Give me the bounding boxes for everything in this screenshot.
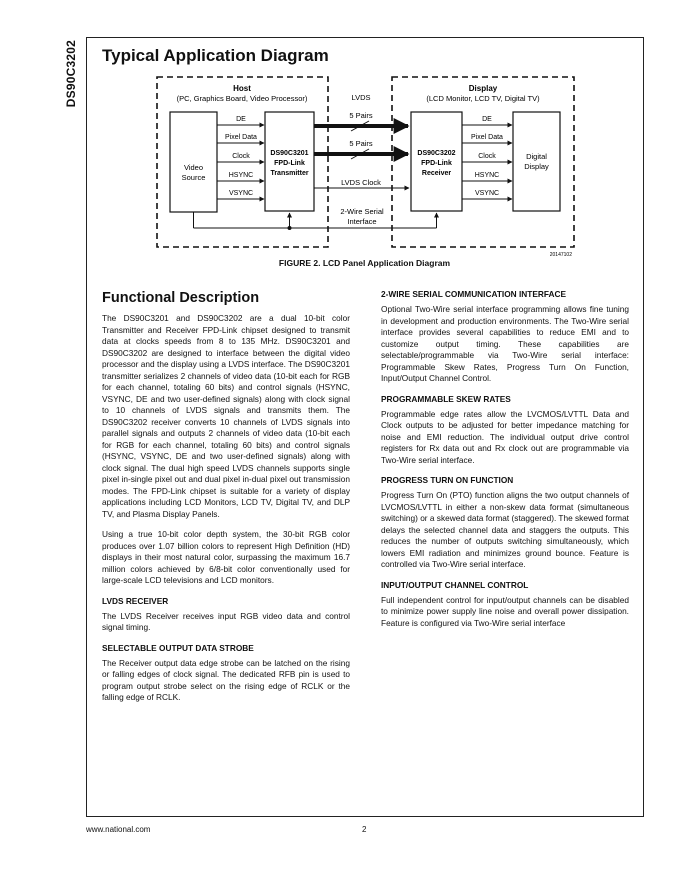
video-source-label-1: Video bbox=[183, 163, 204, 172]
host-subtitle: (PC, Graphics Board, Video Processor) bbox=[176, 94, 308, 103]
functional-description-para-1: The DS90C3201 and DS90C3202 are a dual 10-bit color Transmitter and Receiver FPD-Link chipset designed to transmit data at clocks speeds from 8 to 135 MHz. DS90C3201 and DS90C3202 are designed to interface between the digital video processor and the display using a LVDS interface. The DS90C3201 transmitter serializes 2 channels of video data (10-bit each for RGB for each channel, totaling 60 bits) and control signals (HSYNC, VSYNC, DE and two user-defined signals) along with clock signal to 10 channels of LVDS signals and transmits them. The DS90C3202 receiver converts 10 channels of LVDS signals into parallel signals and outputs 2 channels of video data (10-bit each for RGB for each channel, totaling 60 bits) and control signals (HSYNC, VSYNC, DE and two user-defined signals) along with clock signal. The dual high speed LVDS channels supports single pixel in-single pixel out and dual pixel in-dual pixel out transmission modes. The FPD-Link chipset is suitable for a variety of display applications including LCD Monitors, LCD TV, Digital TV, and DLP TV, and Plasma Display Panels. bbox=[102, 313, 350, 519]
display-signal-pixel-data: Pixel Data bbox=[471, 134, 503, 141]
figure-id: 20147102 bbox=[549, 252, 572, 258]
lvds-receiver-heading: LVDS RECEIVER bbox=[102, 595, 169, 606]
host-signal-pixel-data: Pixel Data bbox=[225, 134, 257, 141]
video-source-block bbox=[170, 112, 217, 212]
display-signal-vsync: VSYNC bbox=[474, 190, 500, 197]
pto-text: Progress Turn On (PTO) function aligns the two output channels of LVCMOS/LVTTL in either a non-skew data format (simultaneous switching) or a skewed data format (staggered). The skewed format delays the selected channel data and staggers the outputs. This reduces the number of outputs switching simultaneously, which lowers EMI radiation and minimizes ground bounce. Feature is controlled via Two-Wire serial interface. bbox=[381, 490, 629, 569]
display-title: Display bbox=[468, 84, 498, 93]
transmitter-label-1: DS90C3201 bbox=[270, 150, 309, 157]
skew-rates-heading: PROGRAMMABLE SKEW RATES bbox=[381, 393, 511, 404]
right-column bbox=[381, 289, 629, 638]
digital-display-label-1: Digital bbox=[526, 152, 547, 161]
transmitter-label-3: Transmitter bbox=[270, 170, 309, 177]
lvds-label: LVDS bbox=[351, 93, 371, 102]
serial-interface-heading: 2-WIRE SERIAL COMMUNICATION INTERFACE bbox=[381, 289, 566, 299]
lvds-receiver-text: The LVDS Receiver receives input RGB video data and control signal timing. bbox=[102, 610, 350, 632]
strobe-heading: SELECTABLE OUTPUT DATA STROBE bbox=[102, 642, 254, 653]
transmitter-label-2: FPD-Link bbox=[274, 160, 305, 167]
figure-caption: FIGURE 2. LCD Panel Application Diagram bbox=[278, 258, 451, 268]
strobe-text: The Receiver output data edge strobe can be latched on the rising or falling edges of clock signal. The dedicated RFB pin is used to program output strobe select on the rising edge of RCLK or the falling edge of RCLK. bbox=[102, 657, 350, 702]
page-number: 2 bbox=[362, 825, 367, 834]
io-control-heading: INPUT/OUTPUT CHANNEL CONTROL bbox=[381, 579, 529, 590]
receiver-label-1: DS90C3202 bbox=[417, 150, 456, 157]
functional-description-title: Functional Description bbox=[102, 290, 260, 306]
io-control-text: Full independent control for input/output channels can be disabled to minimize power supply line noise and overall power dissipation. Feature is configured via Two-Wire serial interface bbox=[381, 594, 629, 628]
application-diagram bbox=[102, 72, 582, 258]
host-title: Host bbox=[233, 84, 251, 93]
video-source-label-2: Source bbox=[181, 173, 206, 182]
serial-junction-dot bbox=[288, 226, 292, 230]
footer-website-link[interactable]: www.national.com bbox=[86, 825, 151, 834]
part-number-side-label: DS90C3202 bbox=[64, 40, 78, 108]
serial-label-1: 2-Wire Serial bbox=[340, 207, 384, 216]
host-signal-hsync: HSYNC bbox=[228, 172, 254, 179]
display-signal-clock: Clock bbox=[478, 153, 496, 160]
skew-rates-text: Programmable edge rates allow the LVCMOS/LVTTL Data and Clock outputs to be adjusted for better impedance matching for noise and EMI reduction. The individual output drive control registers for Rx data out and Rx clock out are programmable via Two-Wire serial interface. bbox=[381, 408, 629, 465]
lvds-clock-label: LVDS Clock bbox=[341, 178, 381, 187]
display-signal-de: DE bbox=[482, 116, 492, 123]
digital-display-label-2: Display bbox=[524, 162, 549, 171]
functional-description-para-2: Using a true 10-bit color depth system, the 30-bit RGB color produces over 1.07 billion colors to represent High Definition (HD) displays in their most natural color, surpassing the maximum 16.7 million colors achieved by 6/8-bit color conventionally used for large-scale LCD televisions and LCD monitors. bbox=[102, 529, 350, 585]
receiver-label-3: Receiver bbox=[421, 170, 452, 177]
host-signal-de: DE bbox=[236, 116, 246, 123]
pairs-top-label: 5 Pairs bbox=[349, 111, 373, 120]
left-column bbox=[102, 289, 350, 713]
receiver-label-2: FPD-Link bbox=[421, 160, 452, 167]
host-signal-vsync: VSYNC bbox=[228, 190, 254, 197]
serial-interface-text: Optional Two-Wire serial interface programming allows fine tuning in development and production environments. The Two-Wire serial interface provides several capabilities to reduce EMI and to customize output timing. These capabilities are selectable/programmable via Two-Wire serial interface: Programmable Skew Rates, Progress Turn On Function, Input/Output Channel Control. bbox=[381, 304, 629, 383]
pto-heading: PROGRESS TURN ON FUNCTION bbox=[381, 475, 514, 485]
serial-interface-lines bbox=[194, 212, 437, 228]
host-signal-clock: Clock bbox=[232, 153, 250, 160]
display-subtitle: (LCD Monitor, LCD TV, Digital TV) bbox=[426, 94, 540, 103]
display-signal-hsync: HSYNC bbox=[474, 172, 500, 179]
section-title: Typical Application Diagram bbox=[102, 46, 329, 65]
pairs-bottom-label: 5 Pairs bbox=[349, 139, 373, 148]
serial-label-2: Interface bbox=[347, 217, 377, 226]
